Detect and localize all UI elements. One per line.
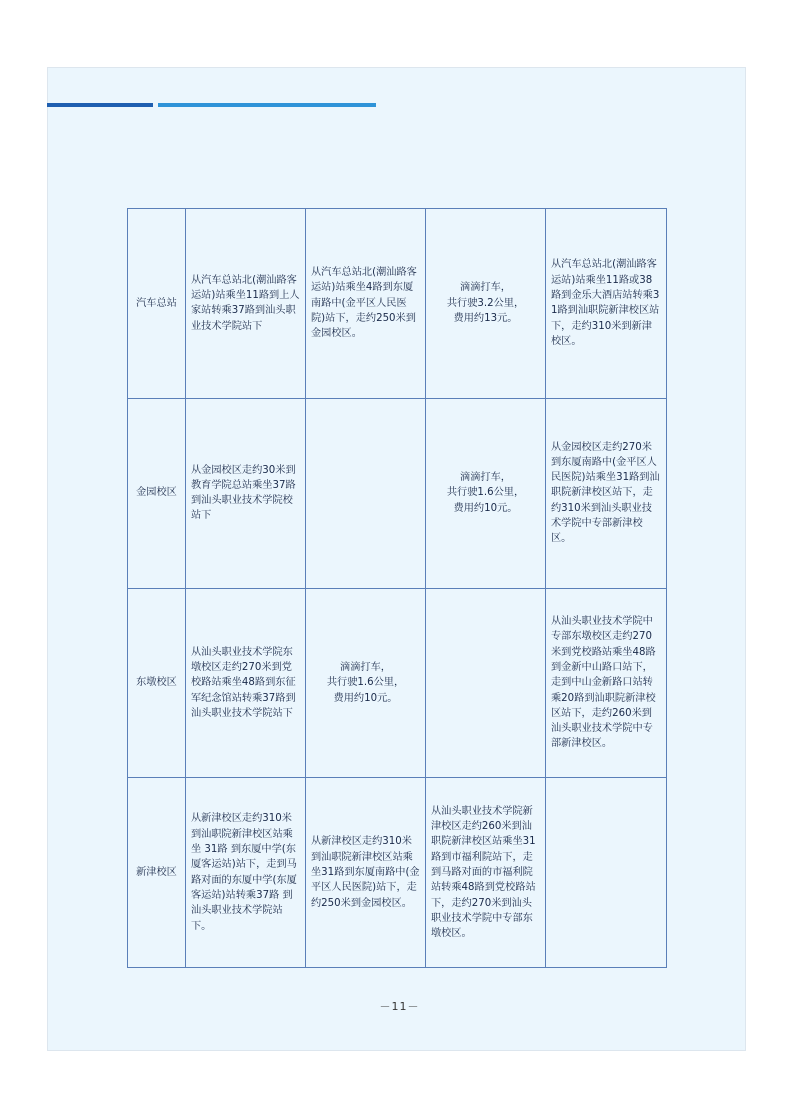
route-table bbox=[127, 208, 667, 968]
header-accent-bar-dark bbox=[47, 103, 153, 107]
table-cell: 从汕头职业技术学院新津校区走约260米到汕职院新津校区站乘坐31路到市福利院站下，走到马路对面的市福利院站转乘48路到党校路站下，走约270米到汕头职业技术学院中专部东墩校区。 bbox=[426, 778, 546, 968]
table-cell: 从汕头职业技术学院中专部东墩校区走约270米到党校路站乘坐48路到金新中山路口站下，走到中山金新路口站转乘20路到汕职院新津校区站下，走约260米到汕头职业技术学院中专部新津校区。 bbox=[546, 588, 667, 778]
table-cell: 从汽车总站北(潮汕路客运站)站乘坐4路到东厦南路中(金平区人民医院)站下，走约250米到金园校区。 bbox=[306, 209, 426, 399]
row-origin: 金园校区 bbox=[128, 398, 186, 588]
table-cell: 从新津校区走约310米到汕职院新津校区站乘坐31路到东厦南路中(金平区人民医院)站下，走约250米到金园校区。 bbox=[306, 778, 426, 968]
table-cell: 滴滴打车， 共行驶1.6公里， 费用约10元。 bbox=[306, 588, 426, 778]
table-cell bbox=[426, 588, 546, 778]
table-cell: 从汽车总站北(潮汕路客运站)站乘坐11路或38路到金乐大酒店站转乘31路到汕职院新津校区站下，走约310米到新津校区。 bbox=[546, 209, 667, 399]
table-row bbox=[128, 209, 667, 399]
table-cell: 从金园校区走约30米到教育学院总站乘坐37路到汕头职业技术学院校站下 bbox=[186, 398, 306, 588]
table-cell: 滴滴打车， 共行驶1.6公里， 费用约10元。 bbox=[426, 398, 546, 588]
table-cell: 从汕头职业技术学院东墩校区走约270米到党校路站乘坐48路到东征军纪念馆站转乘37路到汕头职业技术学院站下 bbox=[186, 588, 306, 778]
table-cell: 从新津校区走约310米到汕职院新津校区站乘坐 31路 到东厦中学(东厦客运站)站下，走到马路对面的东厦中学(东厦客运站)站转乘37路 到汕头职业技术学院站下。 bbox=[186, 778, 306, 968]
row-origin: 汽车总站 bbox=[128, 209, 186, 399]
table-cell: 从汽车总站北(潮汕路客运站)站乘坐11路到上人家站转乘37路到汕头职业技术学院站下 bbox=[186, 209, 306, 399]
row-origin: 新津校区 bbox=[128, 778, 186, 968]
header-accent-bar-light bbox=[158, 103, 376, 107]
table-cell: 滴滴打车， 共行驶3.2公里， 费用约13元。 bbox=[426, 209, 546, 399]
table-cell bbox=[306, 398, 426, 588]
table-row bbox=[128, 778, 667, 968]
table-row bbox=[128, 588, 667, 778]
table-cell bbox=[546, 778, 667, 968]
table-row bbox=[128, 398, 667, 588]
page-number: －11－ bbox=[379, 1000, 420, 1013]
row-origin: 东墩校区 bbox=[128, 588, 186, 778]
table-cell: 从金园校区走约270米到东厦南路中(金平区人民医院)站乘坐31路到汕职院新津校区站下，走约310米到汕头职业技术学院中专部新津校区。 bbox=[546, 398, 667, 588]
